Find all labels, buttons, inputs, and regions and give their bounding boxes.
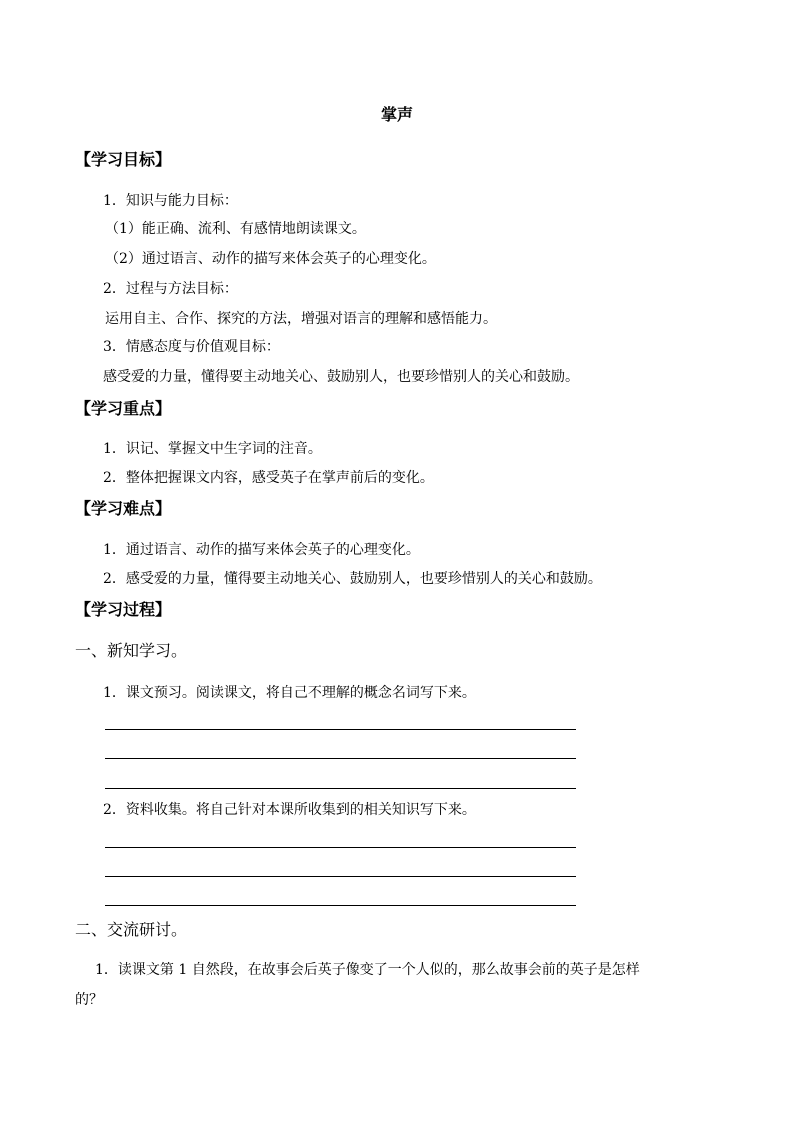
heading-difficulties: 【学习难点】 xyxy=(75,499,172,518)
answer-line[interactable] xyxy=(105,788,576,789)
goal-item-3: 3．情感态度与价值观目标： xyxy=(103,339,280,355)
key-point-1: 1．识记、掌握文中生字词的注音。 xyxy=(103,441,322,457)
page-title: 掌声 xyxy=(380,105,413,124)
answer-line[interactable] xyxy=(105,876,576,877)
goal-item-2a: 运用自主、合作、探究的方法，增强对语言的理解和感悟能力。 xyxy=(105,311,497,327)
heading-learning-process: 【学习过程】 xyxy=(75,600,172,619)
key-point-2: 2．整体把握课文内容，感受英子在掌声前后的变化。 xyxy=(103,470,434,486)
goal-item-1b: （2）通过语言、动作的描写来体会英子的心理变化。 xyxy=(105,251,436,267)
answer-line[interactable] xyxy=(105,847,576,848)
heading-key-points: 【学习重点】 xyxy=(75,399,172,418)
answer-line[interactable] xyxy=(105,905,576,906)
answer-line[interactable] xyxy=(105,729,576,730)
task-2-collection: 2．资料收集。将自己针对本课所收集到的相关知识写下来。 xyxy=(103,802,476,818)
goal-item-3a: 感受爱的力量，懂得要主动地关心、鼓励别人，也要珍惜别人的关心和鼓励。 xyxy=(103,369,579,385)
goal-item-1a: （1）能正确、流利、有感情地朗读课文。 xyxy=(105,221,366,237)
section-new-knowledge: 一、新知学习。 xyxy=(75,641,188,660)
heading-learning-goals: 【学习目标】 xyxy=(75,150,172,169)
task-1-preview: 1．课文预习。阅读课文，将自己不理解的概念名词写下来。 xyxy=(103,685,476,701)
difficulty-2: 2．感受爱的力量，懂得要主动地关心、鼓励别人，也要珍惜别人的关心和鼓励。 xyxy=(103,571,602,587)
section-discussion: 二、交流研讨。 xyxy=(75,920,188,939)
answer-line[interactable] xyxy=(105,758,576,759)
difficulty-1: 1．通过语言、动作的描写来体会英子的心理变化。 xyxy=(103,542,420,558)
question-1-line-2: 的？ xyxy=(75,992,103,1008)
goal-item-2: 2．过程与方法目标： xyxy=(103,281,238,297)
goal-item-1: 1．知识与能力目标： xyxy=(103,193,238,209)
question-1-line-1: 1．读课文第 1 自然段，在故事会后英子像变了一个人似的，那么故事会前的英子是怎样 xyxy=(95,962,640,978)
